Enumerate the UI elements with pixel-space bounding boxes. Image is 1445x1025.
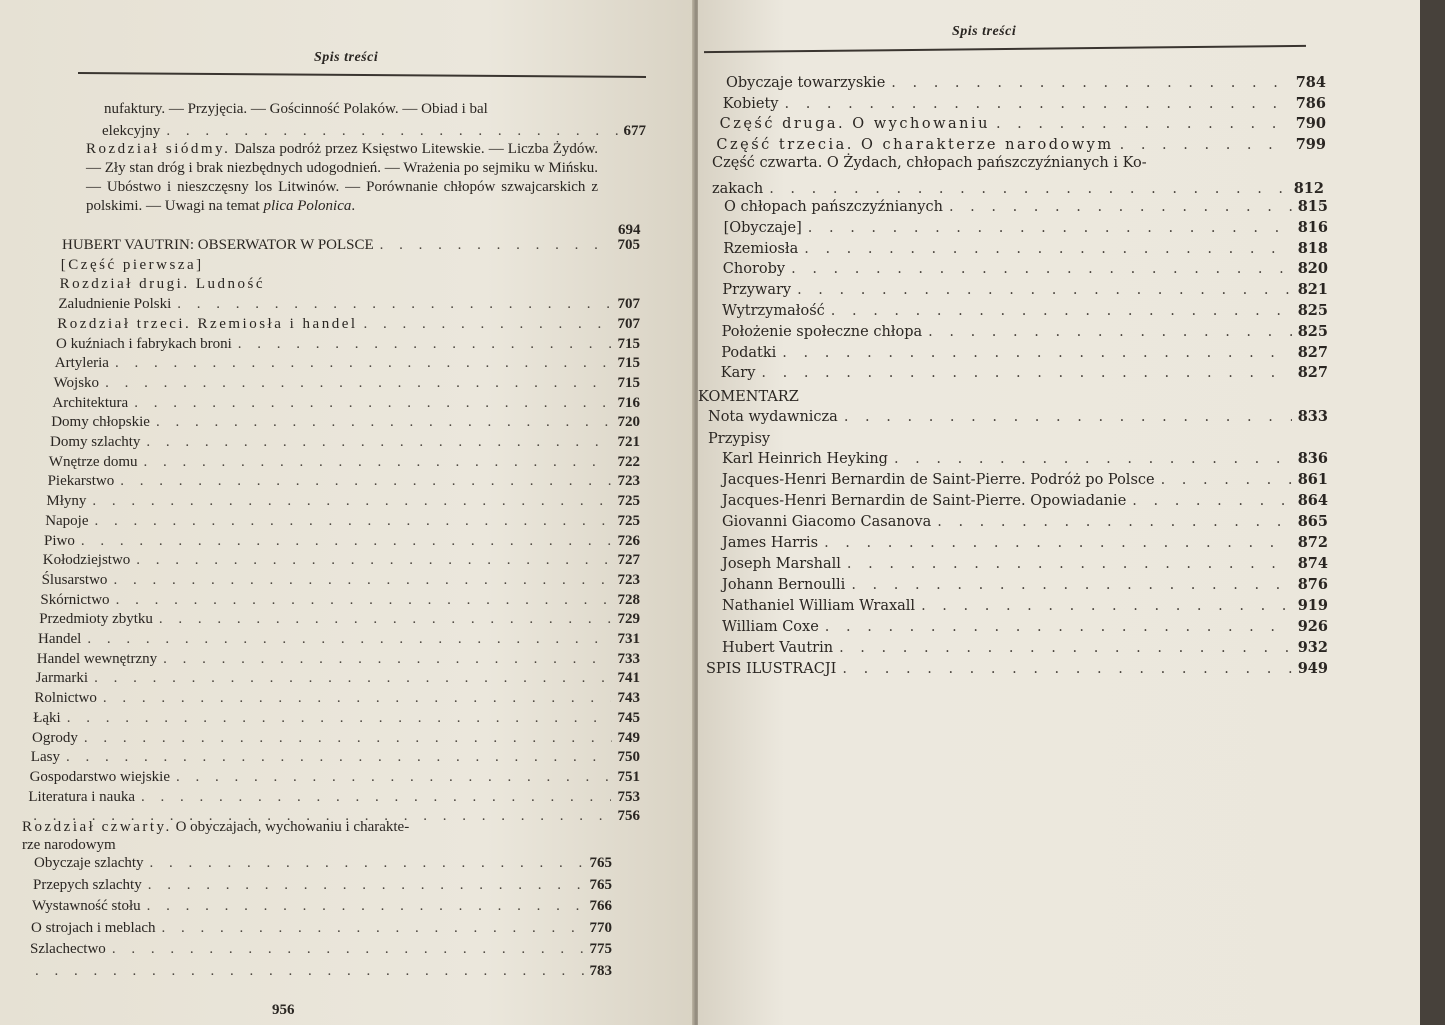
dot-leader [81, 532, 612, 550]
dot-leader [839, 639, 1292, 657]
toc-para-czesc-czwarta [712, 154, 1272, 173]
para-text: Dalsza podróż przez Księstwo Litewskie. — Liczba Żydów. — Zły stan dróg i brak niezbędnych udogodnień. — Wrażenia po sejmiku w Mińsku. — Ubóstwo i nieszczęsny los Litwinów. — Porównanie chłopów szwajcarskich z polskimi. — Uwagi na temat [86, 141, 598, 214]
dot-leader [1161, 471, 1292, 489]
toc-row-page: 821 [1297, 281, 1328, 299]
dot-leader [163, 650, 611, 668]
toc-row [722, 302, 1328, 320]
toc-row-page: 707 [617, 296, 640, 313]
toc-row-page: 833 [1297, 408, 1328, 425]
toc-row [723, 240, 1328, 258]
para-text: O obyczajach, wychowaniu i charakte- [175, 819, 410, 835]
toc-row-label: O strojach i meblach [31, 919, 156, 936]
toc-row-page: 723 [617, 473, 640, 490]
toc-row-page: 729 [617, 611, 640, 628]
toc-para-manufaktury [104, 100, 598, 119]
toc-row [36, 669, 640, 687]
toc-row-page: 932 [1297, 639, 1328, 656]
dot-leader [148, 876, 584, 894]
toc-row-page: 705 [617, 237, 640, 253]
para-text: rze narodowym [22, 837, 116, 853]
dot-leader [238, 335, 612, 353]
dot-leader [156, 413, 612, 431]
dot-leader [808, 219, 1292, 237]
toc-row-label: Hubert Vautrin [722, 640, 834, 656]
toc-row-label: Obyczaje towarzyskie [726, 75, 886, 91]
chapter-heading: Rozdział czwarty. [22, 819, 172, 835]
toc-row-page: 707 [617, 315, 640, 332]
dot-leader [831, 302, 1292, 320]
toc-row-label: Ogrody [32, 729, 78, 746]
toc-row-label: Nathaniel William Wraxall [722, 598, 916, 614]
toc-row [56, 335, 640, 353]
toc-row-label: Młyny [46, 493, 87, 510]
toc-row-page: 790 [1295, 115, 1326, 132]
toc-row-page: 753 [617, 788, 640, 805]
toc-row-label: zakach [712, 181, 764, 197]
toc-row-page: 715 [617, 374, 640, 391]
toc-row [722, 555, 1328, 573]
toc-row-page: 784 [1295, 74, 1326, 91]
toc-row-page: 715 [617, 335, 640, 352]
toc-row [48, 472, 640, 490]
toc-row-label: Architektura [52, 394, 129, 411]
dot-leader [136, 551, 611, 569]
toc-row [720, 115, 1326, 133]
dot-leader [112, 940, 584, 958]
chapter-heading: Rozdział siódmy. [86, 141, 231, 157]
para-italic: plica Polonica [263, 198, 352, 214]
toc-row-label: Napoje [45, 512, 89, 529]
dot-leader [159, 610, 612, 628]
toc-row [722, 618, 1328, 636]
dot-leader [791, 260, 1292, 278]
toc-row-label: Wojsko [53, 374, 100, 391]
running-head-right: Spis treści [952, 24, 1017, 39]
toc-row-page: 723 [617, 571, 640, 588]
toc-row [46, 492, 640, 510]
toc-row-label: Przywary [722, 282, 792, 299]
toc-row [724, 219, 1328, 237]
toc-row-page: 818 [1297, 239, 1328, 257]
left-page [0, 0, 694, 1025]
toc-row-page: 786 [1295, 94, 1326, 112]
toc-row-page: 874 [1297, 555, 1328, 572]
toc-section-przypisy [708, 430, 1008, 448]
dot-leader [921, 597, 1292, 615]
toc-row [33, 709, 640, 727]
toc-row-page: 694 [618, 222, 641, 238]
toc-row-page: 722 [617, 453, 640, 470]
dot-leader [824, 534, 1292, 552]
toc-row-label: Wytrzymałość [722, 303, 825, 319]
toc-row [722, 471, 1328, 489]
toc-row-page: 743 [617, 690, 640, 707]
toc-row-label: O chłopach pańszczyźnianych [724, 199, 943, 215]
dot-leader [177, 295, 611, 313]
toc-row-label: Choroby [722, 261, 786, 278]
toc-row [50, 433, 640, 451]
toc-row [32, 729, 640, 747]
toc-row-page: 766 [589, 898, 612, 914]
toc-row [60, 275, 640, 293]
toc-row [37, 650, 640, 668]
toc-row [712, 180, 1324, 198]
para-text: Część czwarta. O Żydach, chłopach pańszczyźnianych i Ko- [712, 155, 1147, 171]
toc-row [32, 897, 612, 915]
toc-row-label: HUBERT VAUTRIN: OBSERWATOR W POLSCE [62, 237, 374, 253]
toc-row-label: Położenie społeczne chłopa [721, 323, 923, 340]
toc-row-page: 799 [1295, 135, 1326, 153]
dot-leader [87, 630, 611, 648]
para-tail: . [351, 198, 356, 214]
toc-row-page: 872 [1297, 534, 1328, 551]
toc-row-label: Gospodarstwo wiejskie [29, 768, 170, 785]
dot-leader [1132, 492, 1291, 510]
toc-row [706, 660, 1328, 678]
toc-row-page: 864 [1297, 492, 1328, 509]
toc-row-label: Kobiety [722, 95, 779, 112]
toc-row-page: 820 [1297, 260, 1328, 278]
toc-row-page: 815 [1297, 198, 1328, 215]
toc-row-label: Giovanni Giacomo Casanova [722, 514, 932, 530]
toc-row-label: Rzemiosła [723, 240, 799, 257]
dot-leader [894, 450, 1292, 468]
toc-row [52, 394, 640, 412]
toc-row-page: 876 [1297, 576, 1328, 593]
toc-row [722, 513, 1328, 531]
toc-row [30, 940, 612, 958]
dot-leader [949, 198, 1292, 216]
dot-leader [144, 453, 612, 471]
book-edge [1420, 0, 1445, 1025]
toc-row-label: Handel wewnętrzny [36, 650, 158, 667]
toc-row-page: 751 [617, 768, 640, 785]
dot-leader [95, 512, 612, 530]
toc-para-rozdzial-siodmy [86, 140, 598, 216]
toc-row [722, 450, 1328, 468]
toc-row-label: [Część pierwsza] [60, 256, 204, 273]
toc-row [43, 551, 640, 569]
toc-row-label: Podatki [721, 344, 777, 361]
toc-row [58, 295, 640, 313]
toc-row-label: Ślusarstwo [41, 571, 108, 588]
toc-row [722, 576, 1328, 594]
toc-row-label: SPIS ILUSTRACJI [706, 661, 837, 677]
toc-row [723, 260, 1328, 278]
toc-row-page: 727 [617, 552, 640, 569]
toc-row [708, 408, 1328, 426]
toc-row [61, 256, 640, 274]
dot-leader [35, 962, 584, 980]
toc-row-label: Domy chłopskie [51, 414, 150, 431]
toc-row [723, 95, 1326, 113]
toc-row-page: 825 [1297, 302, 1328, 319]
toc-row [34, 854, 612, 872]
toc-row-label: Handel [38, 631, 82, 647]
toc-row-label: Lasy [30, 749, 60, 766]
toc-row-label: Johann Bernoulli [722, 577, 846, 593]
dot-leader [66, 748, 612, 766]
toc-row-label: Kołodziejstwo [42, 552, 131, 569]
dot-leader [380, 236, 612, 254]
toc-row-label: Karl Heinrich Heyking [722, 451, 888, 467]
toc-row [45, 512, 640, 530]
toc-row [57, 315, 640, 333]
dot-leader [105, 374, 611, 392]
toc-row [726, 74, 1326, 92]
toc-row-page: 715 [617, 355, 640, 372]
running-head-left: Spis treści [314, 50, 379, 65]
dot-leader [141, 788, 611, 806]
toc-row [716, 136, 1326, 154]
toc-row-label: Część druga. O wychowaniu [719, 116, 990, 132]
toc-row-label: Skórnictwo [40, 591, 110, 608]
toc-row-label: Jarmarki [35, 670, 89, 687]
toc-row-page: 770 [589, 919, 612, 936]
toc-row [722, 323, 1328, 341]
toc-row-page: 725 [617, 512, 640, 529]
toc-row [44, 532, 640, 550]
toc-row-label: William Coxe [722, 619, 819, 635]
dot-leader [928, 323, 1292, 341]
toc-row [722, 492, 1328, 510]
toc-row-page: 731 [617, 631, 640, 647]
toc-row [54, 374, 640, 392]
toc-row-page: 783 [589, 962, 612, 979]
toc-row-label: Jacques-Henri Bernardin de Saint-Pierre. Podróż po Polsce [722, 472, 1155, 488]
dot-leader [150, 854, 584, 872]
dot-leader [804, 240, 1291, 258]
toc-row [49, 453, 640, 471]
toc-row-label: Obyczaje szlachty [34, 855, 144, 871]
toc-row [51, 413, 640, 431]
toc-section-komentarz [698, 388, 998, 406]
toc-row [42, 571, 640, 589]
toc-row [722, 534, 1328, 552]
toc-row [102, 122, 646, 140]
toc-row [30, 768, 640, 786]
dot-leader [176, 768, 611, 786]
toc-row [62, 236, 640, 254]
dot-leader [120, 472, 611, 490]
dot-leader [166, 122, 617, 140]
toc-row-label: Rolnictwo [34, 690, 97, 707]
page-number: 956 [272, 1002, 295, 1018]
toc-row-page: 765 [589, 876, 612, 893]
dot-leader [116, 591, 612, 609]
toc-row-label: Przypisy [708, 431, 771, 447]
toc-row-page: 812 [1293, 180, 1324, 197]
dot-leader [851, 576, 1291, 594]
dot-leader [147, 897, 584, 915]
toc-row-label: elekcyjny [102, 123, 161, 139]
dot-leader [146, 433, 611, 451]
toc-row-page: 749 [617, 729, 640, 746]
toc-row-page: 865 [1297, 513, 1328, 530]
dot-leader [891, 74, 1289, 92]
dot-leader [103, 689, 612, 707]
toc-row-page: 949 [1297, 660, 1328, 677]
toc-row-label: Wystawność stołu [32, 898, 141, 914]
toc-row-label: Piwo [44, 532, 75, 549]
dot-leader [825, 618, 1292, 636]
dot-leader [785, 95, 1290, 113]
dot-leader [769, 180, 1288, 198]
right-toc [698, 0, 1420, 1025]
toc-row-label: Przepych szlachty [33, 876, 142, 893]
dot-leader [134, 394, 611, 412]
toc-row-page: 741 [617, 670, 640, 687]
dot-leader [113, 571, 611, 589]
toc-row-page: 827 [1297, 364, 1328, 382]
toc-row-label: Artyleria [54, 355, 109, 372]
toc-row-label: Jacques-Henri Bernardin de Saint-Pierre. Opowiadanie [722, 493, 1127, 509]
toc-row-label: [Obyczaje] [723, 219, 802, 236]
toc-row [721, 364, 1328, 382]
toc-row-page: 825 [1297, 322, 1328, 340]
toc-row-page: 720 [617, 414, 640, 431]
dot-leader [94, 669, 611, 687]
toc-row-page: 726 [617, 532, 640, 549]
toc-row-page: 816 [1297, 218, 1328, 236]
toc-row [38, 630, 640, 648]
toc-row [722, 597, 1328, 615]
toc-row-page: 756 [617, 808, 640, 825]
toc-row [31, 748, 640, 766]
dot-leader [782, 344, 1291, 362]
toc-row-page: 721 [617, 434, 640, 450]
dot-leader [364, 315, 612, 333]
toc-row-page: 919 [1297, 597, 1328, 614]
toc-row-page: 926 [1297, 618, 1328, 635]
dot-leader [115, 354, 612, 372]
toc-row [724, 198, 1328, 216]
toc-row [721, 344, 1328, 362]
toc-row [722, 639, 1328, 657]
toc-row [55, 354, 640, 372]
toc-row-page: 733 [617, 650, 640, 667]
toc-row [28, 788, 640, 806]
toc-row-page: 725 [617, 493, 640, 510]
toc-row-label: O kuźniach i fabrykach broni [56, 335, 232, 352]
toc-row-page: 861 [1297, 471, 1328, 488]
toc-row-page: 677 [623, 123, 646, 139]
toc-row-page: 775 [589, 941, 612, 957]
toc-row-label: Piekarstwo [47, 473, 115, 490]
dot-leader [797, 281, 1292, 299]
toc-row-label: Wnętrze domu [48, 453, 138, 470]
toc-row-label: Kary [720, 365, 756, 382]
dot-leader [92, 492, 611, 510]
toc-row-label: Część trzecia. O charakterze narodowym [716, 136, 1114, 153]
toc-row [31, 919, 612, 937]
toc-row-label: James Harris [722, 535, 819, 551]
toc-row-page: 750 [617, 749, 640, 766]
right-page [698, 0, 1420, 1025]
toc-row-page: 765 [589, 855, 612, 871]
toc-row-label: Rozdział drugi. Ludność [59, 276, 265, 293]
toc-row [33, 876, 612, 894]
toc-row-label: Literatura i nauka [28, 788, 136, 805]
toc-row-page: 716 [617, 394, 640, 411]
dot-leader [162, 919, 584, 937]
toc-row-label: Domy szlachty [50, 434, 141, 450]
dot-leader [996, 115, 1290, 133]
toc-row-label: Szlachectwo [30, 941, 106, 957]
toc-row-label: KOMENTARZ [698, 389, 799, 405]
toc-row-page: 728 [617, 591, 640, 608]
dot-leader [937, 513, 1291, 531]
toc-row [39, 610, 640, 628]
dot-leader [67, 709, 612, 727]
toc-row [722, 281, 1328, 299]
toc-row-page: 827 [1297, 343, 1328, 361]
toc-para-rozdzial-czwarty [22, 818, 570, 837]
dot-leader [847, 555, 1292, 573]
para-line: nufaktury. — Przyjęcia. — Gościnność Polaków. — Obiad i bal [104, 101, 488, 117]
toc-row-label: Zaludnienie Polski [58, 296, 172, 313]
toc-row-label: Rozdział trzeci. Rzemiosła i handel [57, 315, 358, 332]
toc-row-page: 745 [617, 709, 640, 726]
toc-row [40, 591, 640, 609]
toc-para-line [22, 836, 322, 855]
toc-row-label: Łąki [33, 709, 61, 726]
dot-leader [842, 660, 1291, 678]
dot-leader [761, 364, 1291, 382]
toc-row-label: Joseph Marshall [722, 556, 841, 572]
dot-leader [844, 408, 1292, 426]
toc-row [29, 962, 612, 980]
toc-row-label: Przedmioty zbytku [39, 611, 153, 628]
left-toc [0, 0, 694, 1025]
toc-row-page: 836 [1297, 450, 1328, 467]
dot-leader [84, 729, 612, 747]
toc-row [34, 689, 640, 707]
toc-row-label: Nota wydawnicza [708, 409, 838, 425]
dot-leader [1120, 136, 1290, 154]
